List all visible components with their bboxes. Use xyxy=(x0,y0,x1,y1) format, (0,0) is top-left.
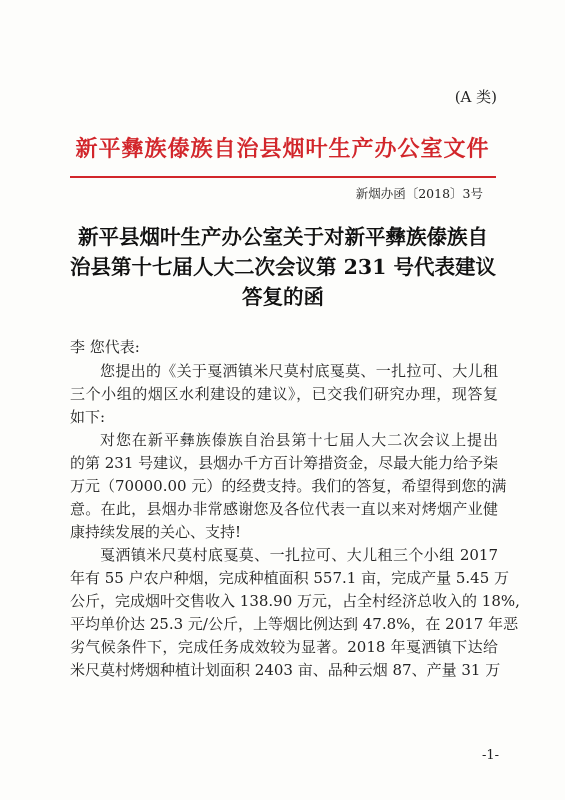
document-number: 新烟办函〔2018〕3号 xyxy=(355,186,483,201)
body-line: 米尺莫村烤烟种植计划面积 2403 亩、品种云烟 87、产量 31 万 xyxy=(70,661,501,679)
body-line: 年有 55 户农户种烟，完成种植面积 557.1 亩，完成产量 5.45 万 xyxy=(70,569,510,587)
body-paragraph xyxy=(70,544,520,682)
document-title xyxy=(68,222,498,312)
salutation: 李 您代表: xyxy=(70,338,140,356)
document-body xyxy=(70,360,520,682)
body-line: 公斤，完成烟叶交售收入 138.90 万元，占全村经济总收入的 18%, xyxy=(70,592,520,610)
body-line: 您提出的《关于戛洒镇米尺莫村底戛莫、一扎拉可、大儿租 xyxy=(100,362,498,380)
document-title-line: 治县第十七届人大二次会议第 231 号代表建议 xyxy=(69,255,497,279)
body-line: 万元（70000.00 元）的经费支持。我们的答复，希望得到您的满 xyxy=(70,477,507,495)
body-line: 如下: xyxy=(70,408,106,426)
body-line: 意。在此，县烟办非常感谢您及各位代表一直以来对烤烟产业健 xyxy=(70,500,498,518)
body-line: 康持续发展的关心、支持! xyxy=(70,523,242,541)
body-line: 对您在新平彝族傣族自治县第十七届人大二次会议上提出 xyxy=(100,431,498,449)
page-number: -1- xyxy=(481,748,499,763)
body-line: 平均单价达 25.3 元/公斤，上等烟比例达到 47.8%，在 2017 年恶 xyxy=(70,615,519,633)
header-red-rule xyxy=(70,176,496,178)
issuing-office-header: 新平彝族傣族自治县烟叶生产办公室文件 xyxy=(75,136,490,162)
body-line: 的第 231 号建议，县烟办千方百计筹措资金，尽最大能力给予柒 xyxy=(70,454,499,472)
body-line: 劣气候条件下，完成任务成效较为显著。2018 年戛洒镇下达给 xyxy=(70,638,498,656)
document-title-line: 答复的函 xyxy=(242,285,324,309)
document-category: (A 类) xyxy=(454,88,497,106)
body-paragraph xyxy=(70,360,498,429)
body-line: 戛洒镇米尺莫村底戛莫、一扎拉可、大儿租三个小组 2017 xyxy=(100,546,498,564)
body-paragraph xyxy=(70,429,507,544)
body-line: 三个小组的烟区水利建设的建议》，已交我们研究办理，现答复 xyxy=(70,385,498,403)
document-title-line: 新平县烟叶生产办公室关于对新平彝族傣族自 xyxy=(78,225,488,249)
